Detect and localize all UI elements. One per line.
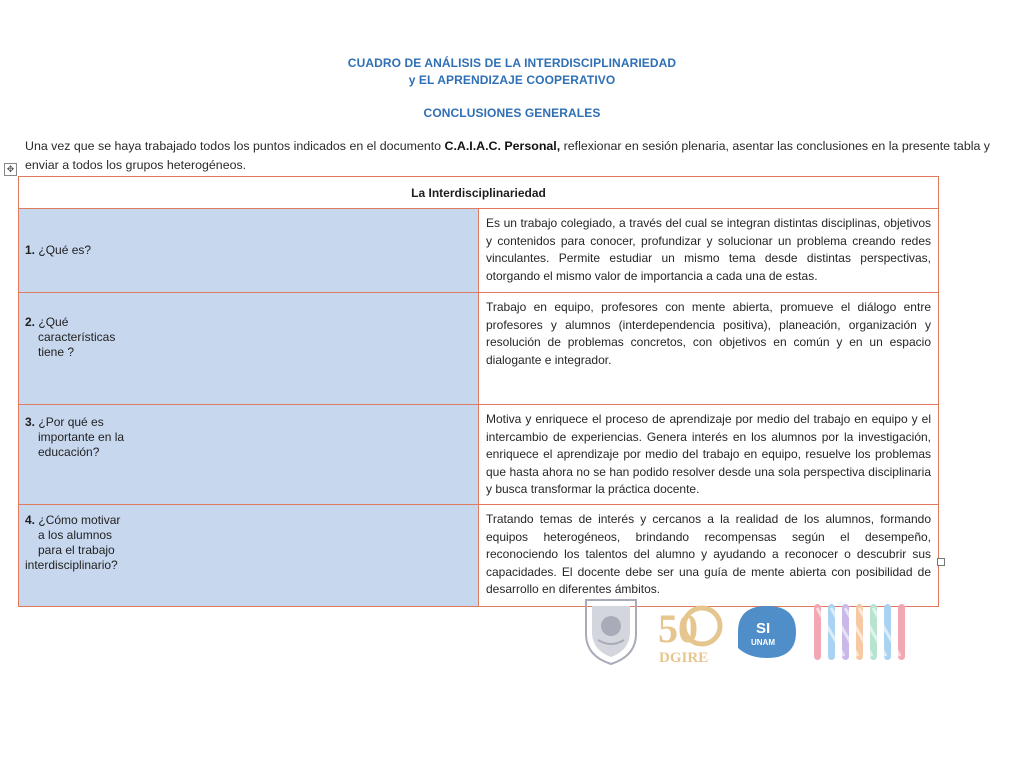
question-cell xyxy=(19,209,479,293)
intro-text-part1: Una vez que se haya trabajado todos los puntos indicados en el documento xyxy=(25,139,445,153)
question-text: educación? xyxy=(38,445,100,459)
dgire-number: 50 xyxy=(658,606,698,651)
question-text: para el trabajo xyxy=(38,543,115,557)
document-subtitle: CONCLUSIONES GENERALES xyxy=(423,106,601,120)
table-resize-handle[interactable] xyxy=(937,558,945,566)
stripes-logo xyxy=(814,604,905,660)
si-unam-logo xyxy=(738,606,796,658)
answer-cell[interactable]: Motiva y enriquece el proceso de aprendizaje por medio del trabajo en equipo y el intercambio de experiencias. Genera interés en los alumnos por la investigación, enriquece el aprendizaje por medio del trabajo en equipo, resuelve los problemas que hasta ahora no se han podido resolver desde una sola perspectiva disciplinaria y busca transformar la práctica docente. xyxy=(479,405,939,505)
question-number: 4. xyxy=(25,513,36,527)
logo-strip xyxy=(584,598,924,666)
question-number: 2. xyxy=(25,315,36,329)
question-number: 1. xyxy=(25,243,36,257)
question-number: 3. xyxy=(25,415,36,429)
dgire-text: DGIRE xyxy=(659,650,709,666)
table-move-handle-icon[interactable]: ✥ xyxy=(4,163,17,176)
question-text: características xyxy=(38,330,116,344)
question-text: importante en la xyxy=(38,430,125,444)
analysis-table xyxy=(18,176,939,607)
table-row xyxy=(19,209,939,293)
question-text: ¿Cómo motivar xyxy=(38,513,121,527)
si-text: SI xyxy=(756,620,771,637)
question-text: a los alumnos xyxy=(38,528,113,542)
unam-shield-logo xyxy=(586,600,636,664)
answer-cell[interactable]: Tratando temas de interés y cercanos a la realidad de los alumnos, formando equipos heterogéneos, brindando recompensas según el desempeño, reconociendo los talentos del alumno y ayudando a reconocer o descubrir sus capacidades. El docente debe ser una guía de mente abierta con posibilidad de desarrollo en diferentes ámbitos. xyxy=(479,505,939,607)
question-cell xyxy=(19,405,479,505)
question-cell xyxy=(19,505,479,607)
table-row xyxy=(19,293,939,405)
intro-text-part2: reflexionar en sesión plenaria, asentar las conclusiones en la presente tabla y enviar a todos los grupos heterogéneos. xyxy=(25,139,990,172)
question-text: interdisciplinario? xyxy=(25,558,118,572)
intro-paragraph xyxy=(25,137,1000,175)
answer-cell[interactable]: Trabajo en equipo, profesores con mente abierta, promueve el diálogo entre profesores y alumnos (interdependencia positiva), planeación, organización y resolución de problemas concretos, con objetivos en común y en un espacio dialogante e integrador. xyxy=(479,293,939,405)
table-row xyxy=(19,505,939,607)
document-title-line2: y EL APRENDIZAJE COOPERATIVO xyxy=(408,73,616,87)
question-text: ¿Qué es? xyxy=(38,243,92,257)
logos-svg xyxy=(584,598,924,666)
unam-text: UNAM xyxy=(751,638,775,647)
table-row xyxy=(19,405,939,505)
question-text: ¿Por qué es xyxy=(38,415,104,429)
document-title-line1: CUADRO DE ANÁLISIS DE LA INTERDISCIPLINARIEDAD xyxy=(347,56,677,70)
question-text: tiene ? xyxy=(38,345,75,359)
table-heading: La Interdisciplinariedad xyxy=(19,177,939,209)
dgire-50-logo xyxy=(658,606,720,666)
question-cell xyxy=(19,293,479,405)
question-text: ¿Qué xyxy=(38,315,69,329)
intro-text-bold: C.A.I.A.C. Personal, xyxy=(444,139,561,153)
answer-cell[interactable]: Es un trabajo colegiado, a través del cual se integran distintas disciplinas, objetivos y contenidos para conocer, profundizar y solucionar un problema creando redes vinculantes. Permite estudiar un mismo tema desde distintas perspectivas, otorgando el mismo valor de importancia a cada una de estas. xyxy=(479,209,939,293)
